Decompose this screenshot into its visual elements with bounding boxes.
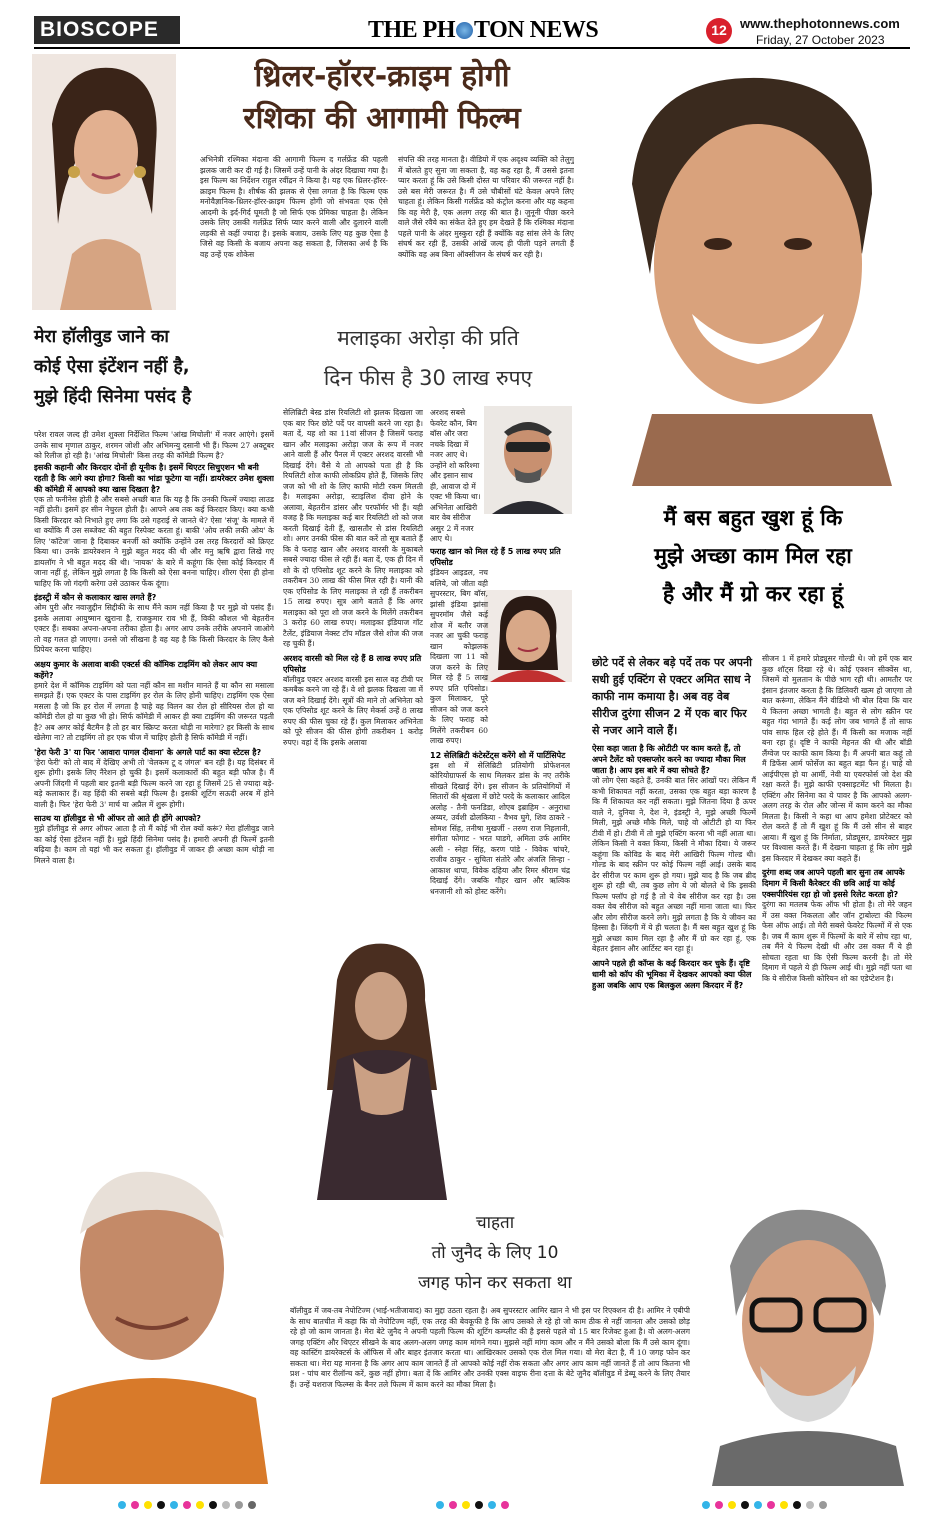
- story3-headline-line2: दिन फीस है 30 लाख रुपए: [323, 366, 533, 390]
- masthead-logo-icon: [456, 22, 473, 39]
- story2-q1: इसकी कहानी और किरदार दोनों ही यूनीक है। इसमें थिएटर सिचुएशन भी बनी रहती है कि आगे क्या होगा? किसी का भांडा फूटेगा या नहीं। डायरेक्टर उमेश शुक्ला की कॉमेडी में आपको क्या खास दिखता है?: [34, 462, 274, 494]
- story3-col2b: इंडियन आइडल, नच बलिये, जो जीता वही सुपरस्टार, बिग बॉस, झांसी इंडिया झांसा सुपरमॉम जैसे कई शोज में बतौर जज नजर आ चुकी फराह खान कोझलक दिखला जा 11 को जज करने के लिए मिल रहे हैं 5 लाख रुपए प्रति एपिसोड। कुल मिलाकर, पूरे सीजन को जज करने के लिए फराह को मिलेंगे तकरीबन 60 लाख रुपए।: [430, 568, 488, 745]
- story4-q2: आपने पहले ही कॉप्स के कई किरदार कर चुके हैं। दृष्टि धामी को कॉप की भूमिका में देखकर आपको क्या फील हुआ जबकि आप एक बिलकुल अलग किरदार में हैं?: [592, 958, 752, 990]
- section-tag-label: BIOSCOPE: [40, 18, 159, 41]
- story3-headline: [280, 318, 576, 398]
- story3-col1b: बॉलीवुड एक्टर अरशद वारसी इस साल वह टीवी पर कमबैक करने जा रहे हैं। वे शो झलक दिखला जा में जज बने दिखाई देंगे। सूत्रों की माने तो अभिनेता को एक एपिसोड शूट करने के लिए मेकर्स उन्हें 8 लाख रुपए की फीस चुका रहे हैं। कुल मिलाकर अभिनेता को पूरे सीजन की फीस होगी तकरीबन 1 करोड़ रुपए। वहां दें कि इसके अलावा: [283, 674, 423, 747]
- story4-q3: दुरंगा शब्द जब आपने पहली बार सुना तब आपके दिमाग में किसी कैरेक्टर की छवि आई या कोई एक्सपीरियंस रहा हो जो इससे रिलेट करता हो?: [762, 868, 905, 899]
- story3-sub3: 12 सेलिब्रिटी कंटेस्टेंट्स करेंगे शो में पार्टिसिपेट: [430, 750, 566, 760]
- story2-q2: इंडस्ट्री में कौन से कलाकार खास लगते हैं?: [34, 593, 157, 602]
- story5-headline-line1: चाहता: [475, 1213, 515, 1233]
- story2-headline-line3: मुझे हिंदी सिनेमा पसंद है: [34, 387, 192, 407]
- story2-headline-line1: मेरा हॉलीवुड जाने का: [34, 327, 169, 347]
- story4-headline-line1: मैं बस बहुत खुश हूं कि: [663, 506, 843, 531]
- story2-headline: [34, 322, 274, 412]
- story4-a2: सीजन 1 में हमारे प्रोड्यूसर गोल्डी थे। जो हमें एक बार कुछ शॉट्स दिखा रहे थे। कोई एक्शन सीक्वेंस था, जिसमें वो मुलतान के पीछे भाग रही थी। आमतौर पर इंसान इंतजार करता है कि डिलिवरी खत्म हो जाएगा तो बात करूंगा, लेकिन मैंने वीडियो भी बोल दिया कि यार ये कितना अच्छा भागती है। बहुत से लोग स्क्रीन पर बहुत गंदा भागते हैं। कई लोग जब भागते हैं तो साफ पांव साफ हिल रहे होते हैं। मैं किसी का मजाक नहीं बना रहा हूं। दृष्टि ने काफी मेहनत की थी और बॉडी लैंग्वेज पर काफी काम किया है। मैं अपनी बात कहूं तो मैं डिफेंस आर्म फोर्सेज का बहुत बड़ा फैन हूं। चाहे वो आईपीएस हो या आर्मी, नेवी या एयरफोर्स जो देश की रक्षा करते हैं। मुझे काफी एक्साइटमेंट भी मिलता है। एक्टिंग और सिनेमा का ये पावर है कि आपको अलग-अलग तरह के रोल और जोन्स में काम करने का मौका मिलता है। किसी ने कहा था आप हमेशा प्रोटेक्टर को रोल करते हैं तो मैं खुश हूं कि मैं उसे सीन से बाहर आया। मैं खुश हूं कि निर्माता, प्रोड्यूसर, डायरेक्टर मुझ पर विश्वास करते हैं। मैं देखना चाहता हूं कि लोग मुझे इस किरदार में देखकर क्या कहते हैं।: [762, 654, 912, 863]
- masthead-left: THE PH: [368, 17, 456, 43]
- story3-col2: [430, 546, 570, 1166]
- story4-intro: छोटे पर्दे से लेकर बड़े पर्दे तक पर अपनी सधी हुई एक्टिंग से एक्टर अमित साध ने काफी नाम कमाया है। अब वह वेब सीरीज दुरंगा सीजन 2 में एक बार फिर से नजर आने वाले हैं।: [592, 656, 752, 737]
- issue-date: Friday, 27 October 2023: [756, 33, 885, 47]
- header-rule: [34, 47, 910, 49]
- story1-col2: संपत्ति की तरह मानता है। वीडियो में एक अदृश्य व्यक्ति को तेलुगु में बोलते हुए सुना जा सकता है, वह कह रहा है, मैं उससे इतना प्यार करता हूं कि उसे किसी दोस्त या परिवार की जरूरत नहीं है। उसे बस मेरी जरूरत है। मैं उसे चौबीसों घंटे केवल अपने लिए चाहता हूं। लेकिन किसी गर्लफ्रेंड को कंट्रोल करना और यह कहना कि वह मेरी है, एक अलग तरह की बात है। जुनूनी पीछा करने वाले जैसे रवैये का संकेत देते हुए हम देखते हैं कि रश्मिका मंदाना पहले पानी के अंदर मुस्कुरा रही हैं क्योंकि वह सांस लेने के लिए संघर्ष कर रही हैं, उसकी आंखें जल्द ही पीली पड़ने लगती हैं क्योंकि वह अब बिना ऑक्सीजन के संघर्ष कर रही है।: [398, 155, 574, 259]
- aamir-khan-photo: [690, 1196, 914, 1486]
- print-registration-dots-left: [118, 1494, 261, 1513]
- story2-a4: 'हेरा फेरी' को तो बाद में देखिए अभी तो 'वेलकम टू द जंगल' बन रही है। यह दिसंबर में शुरू होगी। इसके लिए नैरेशन हो चुकी है। इसमें कलाकारों की बहुत बड़ी फौज है। मैं अपनी जिंदगी में पहली बार इतनी बड़ी फिल्म करने जा रहा हूं जिसमें 25 से ज्यादा बड़े-बड़े कलाकार हैं। वह हिंदी की सबसे बड़ी फिल्म है। इसकी शूटिंग सऊदी अरब में होने वाली है। फिर 'हेरा फेरी 3' मार्च या अप्रैल में शुरू होगी।: [34, 757, 274, 809]
- story5-headline-line3: जगह फोन कर सकता था: [418, 1273, 572, 1293]
- paresh-rawal-photo: [32, 1138, 276, 1484]
- story4-headline-line2: मुझे अच्छा काम मिल रहा: [654, 544, 852, 569]
- story1-col1: अभिनेत्री रश्मिका मंदाना की आगामी फिल्म द गर्लफ्रेंड की पहली झलक जारी कर दी गई है। जिसमें उन्हें पानी के अंदर दिखाया गया है। इस फिल्म का निर्देशन राहुल रवींद्रन ने किया है। यह एक थ्रिलर-हॉरर-क्राइम फिल्म है। शीर्षक की झलक से ऐसा लगता है कि फिल्म एक मनोवैज्ञानिक-थ्रिलर-हॉरर-क्राइम फिल्म होगी जो संभवतः एक ऐसे आदमी के इर्द-गिर्द घूमती है जो सिर्फ एक प्रेमिका चाहता है। लेकिन उसके लिए उसकी गर्लफ्रेंड सिर्फ प्यार करने वाली और दुलारने वाली लड़की से कहीं ज्यादा है। इसके बजाय, उसके लिए यह कुछ ऐसा है जिसे वह किसी के बजाय अपना कह सकता है, जिसका अर्थ है कि वह उन्हें एक शोकेस: [200, 155, 388, 259]
- story2-intro: परेश रावल जल्द ही उमेश शुक्ला निर्देशित फिल्म 'आंख मिचोली' में नजर आएंगे। इसमें उनके साथ मृणाल ठाकुर, शरमन जोशी और अभिमन्यु दसानी भी हैं। फिल्म 27 अक्टूबर को रिलीज हो रही है। 'आंख मिचोली' किस तरह की कॉमेडी फिल्म है?: [34, 430, 274, 460]
- story1-headline-line2: रशिका की आगामी फिल्म: [243, 101, 521, 136]
- story4-a1: जो लोग ऐसा कहते हैं, उनकी बात सिर आंखों पर। लेकिन मैं कभी शिकायत नहीं करता, उसका एक बहुत बड़ा कारण है कि मैं शिकायत कर नहीं सकता। मुझे जितना दिया है ऊपर वाले ने, दुनिया ने, देश ने, इंडस्ट्री ने, मुझे अच्छी फिल्में मिली, मुझे अच्छे मौके मिले, चाहे वो ओटीटी हो या फिर टीवी में हो। टीवी में तो मुझे एक्टिंग करना भी नहीं आता था। लेकिन किसी ने वक्त किया, किसी ने मौका दिया। ये जरूर कहूंगा कि कोविड के बाद मेरी आखिरी फिल्म गोल्ड थी। गोल्ड के बाद स्क्रीन पर कोई फिल्म नहीं आई। उसके बाद ढेर सीरीज पर काम शुरू हो गया। मुझे याद है कि जब ब्रीद शुरू हो रही थी, तब कुछ लोग ये जो बोलते थे कि इसकी फिल्म फ्लॉप हो गई है तो ये वेब सीरीज कर रहा है। उस वक्त वेब सीरीज को बहुत अच्छा नहीं माना जाता था। फिर और लोग सीरीज करने लगे। मुझे लगता है कि ये जीवन का हिस्सा है। जिंदगी में ये ही चलता है। मैं बस बहुत खुश हूं कि मुझे अच्छा काम मिल रहा है और मैं ग्रो कर रहा हूं, एक बेहतर इंसान और आर्टिस्ट बन रहा हूं।: [592, 776, 756, 953]
- story2-a1: एक तो फनीनेस होती है और सबसे अच्छी बात कि यह है कि उनकी फिल्में ज्यादा लाउड नहीं होती। इसमें हर सीन नेचुरल होती है। आपने अब तक कई किरदार किए। क्या कभी किसी किरदार को निभाते हुए लगा कि उसे गहराई से जानते थे? ऐसा 'संजू' के मामले में था क्योंकि मैं उस सब्जेक्ट की बहुत रिस्पेक्ट करता हूं। बाकी 'ओय लकी लकी ओय' के लिए 'कॉटेज' जाना है दिबाकर बनर्जी को क्योंकि उन्होंने उस तरह किरदारों को क्रिएट किया था। उनके डायरेक्शन ने मुझे बहुत मदद की थी और मनु ऋषि द्वारा लिखे गए डायलॉग ने भी बहुत मदद की थी। 'नायक' के बारे में कहूंगा कि ऐसा कोई किरदार मैं जाना नहीं हूं, लेकिन मुझे लगता है कि किसी को ऐसा बनना चाहिए। शीरग ऐसा ही होना चाहिए कि जो गंदगी करेगा उसे उठाकर फेंक दूंगा।: [34, 494, 274, 588]
- masthead: [368, 17, 598, 44]
- story1-headline-line1: थ्रिलर-हॉरर-क्राइम होगी: [254, 59, 510, 94]
- story2-a2: ओम पुरी और नवाजुद्दीन सिद्दीकी के साथ मैंने काम नहीं किया है पर मुझे वो पसंद हैं। इसके अलावा आयुष्मान खुराना है, राजकुमार राव भी हैं, विकी कौशल भी बेहतरीन एक्टर हैं। सबका अपना-अपना तरीका होता है। अगर आप उनके तरीके अपनाने जाओगे तो वह गलत हो जाएगा। उनसे जो सीखना है वह यह है कि किसी किरदार के लिए कैसे प्रिपेयर करना चाहिए।: [34, 603, 274, 654]
- story3-col2c: इस शो में सेलिब्रिटी प्रतियोगी प्रोफेशनल कोरियोग्राफर्स के साथ मिलकर डांस के नए तरीके सीखते दिखाई देंगे। इस सीजन के प्रतियोगियों में सितारों की श्रृंखला में छोटे परदे के कलाकार आदिल अलोह - तैनी फनडिडा, शोएब इब्राहिम - अनुराधा अय्यर, उर्वशी ढोलकिया - वैभव घुगे, शिव ठाकरे - सोमश सिंह, तनीषा मुखर्जी - तरुण राज निहलानी, संगीता फोगाट - भरत घाडगे, अमिता उर्फ आमिर अली - स्नेहा सिंह, करण पांडे - विवेक चांचरे, राजीव ठाकुर - सुचिता संतोरे और अंजलि सिन्हा - आकाश थापा, विवेक दहिया और रिमर श्रीराम चंद्र दिखाई देंगे। जबकि गौहर खान और ऋत्विक धनजानी शो को होस्ट करेंगे।: [430, 760, 570, 896]
- story5-headline: [300, 1208, 690, 1298]
- page-number: 12: [711, 22, 727, 38]
- arshad-warsi-photo: [484, 406, 572, 514]
- story1-headline: [192, 56, 572, 140]
- story2-q4: 'हेरा फेरी 3' या फिर 'आवारा पागल दीवाना' के अगले पार्ट का क्या स्टेटस है?: [34, 747, 262, 757]
- story2-q5: साउथ या हॉलीवुड से भी ऑफर तो आते ही होंगे आपको?: [34, 814, 201, 823]
- story4-q1: ऐसा कहा जाता है कि ओटीटी पर काम करते हैं, तो अपने टैलेंट को एक्सप्लोर करने का ज्यादा मौका मिल जाता है। आप इस बारे में क्या सोचते हैं?: [592, 744, 746, 775]
- story4-col2: [762, 654, 912, 1184]
- print-registration-dots-right: [702, 1494, 832, 1513]
- story3-col2a: अरशद सबसे फेवरेट कौन, बिग बॉस और जरा नचके दिखा में नजर आए थे। उन्होंने शो करिश्मा और इसान साथ ही, आवाज दो में एक्ट भी किया था। अभिनेता आखिरी बार वेब सीरीज असुर 2 में नजर आए थे।: [430, 408, 481, 543]
- story2-q3: अक्षय कुमार के अलावा बाकी एक्टर्स की कॉमिक टाइमिंग को लेकर आप क्या कहेंगे?: [34, 659, 258, 680]
- story2-headline-line2: कोई ऐसा इंटेंशन नहीं है,: [34, 357, 190, 377]
- story2-body: [34, 430, 274, 1140]
- story5-headline-line2: तो जुनैद के लिए 10: [431, 1243, 559, 1263]
- story4-a3: दुरंगा का मतलब फेक ऑफ भी होता है। तो मेरे जहन में उस वक्त निकलता और जॉन ट्राबोल्टा की फिल्म फेस ऑफ आई। तो मेरी सबसे फेवरेट फिल्मों में से एक है। जब मैं काम शुरू में फिल्मों के बारे में सोच रहा था, तब मैंने ये फिल्म देखी थी और उस वक्त मैं ये ही सोचता रहता था कि ऐसी फिल्म करनी है। तो मेरे दिमाग में पहले ये ही फिल्म आई थी। मुझे नहीं पता था कि ये सीरीज किसी कोरियन शो का एडेप्टेशन है।: [762, 900, 912, 983]
- masthead-right: TON NEWS: [474, 17, 599, 43]
- print-registration-dots-center: [436, 1494, 514, 1513]
- story3-headline-line1: मलाइका अरोड़ा की प्रति: [337, 326, 519, 350]
- story4-col1: [592, 654, 756, 1184]
- story2-a5: मुझे हॉलीवुड से अगर ऑफर आता है तो मैं कोई भी रोल क्यों करूं? मेरा हॉलीवुड जाने का कोई ऐसा इंटेंशन नहीं है। मुझे हिंदी सिनेमा पसंद है। हमारी अपनी ही फिल्में इतनी बढ़िया है। काम तो यहां भी कर सकता हूं। हॉलीवुड में जाकर ही अच्छा काम थोड़ी ना मिलने वाला है।: [34, 824, 274, 865]
- story5-body: बॉलीवुड में जब-तब नेपोटिज्म (भाई-भतीजावाद) का मुद्दा उठता रहता है। अब सुपरस्टार आमिर खान ने भी इस पर रिएक्शन दी है। आमिर ने एबीपी के साथ बातचीत में कहा कि वो नेपोटिज्म नहीं, एक तरह की बेवकूफी है कि आप उसको ले रहे हो जो काम ठीक से नहीं जानता और उसको छोड़ रहे हो जो काम जानता है। मेरा बेटे जुनैद ने अपनी पहली फिल्म की शूटिंग कम्प्लीट की है इससे पहले वो 15 बार रिजेक्ट हुआ है। वो अलग-अलग जगह एक्टिंग और थिएटर सीखने के बाद अलग-अलग जगह काम मांगने गया। मुझसे नहीं मांगा काम और न मैंने उसको बोला कि मैं उसे काम दूंगा। वह कास्टिंग डायरेक्टर्स के ऑफिस में और बाहर इंतजार करता था। आखिरकार उसको एक रोल मिल गया। वो मेरा बेटा है, मैं 10 जगह फोन कर सकता था। मेरा यह मानना है कि अगर आप काम जानते हैं तो आपको कोई नहीं रोक सकता और अगर आप काम नहीं जानते हैं तो आप कितना भी प्रश - पांच बार रीलॉन्च करें, कुछ नहीं होगा। बता दें कि आमिर और उनकी एक्स वाइफ रीना दत्ता के बेटे जुनैद बॉलीवुड में डेब्यू करने के लिए तैयार हैं। उन्हें यशराज फिल्म्स के बैनर तले फिल्म में काम करने का मौका मिला है।: [290, 1306, 690, 1389]
- story3-sub2: फराह खान को मिल रहे हैं 5 लाख रुपए प्रति एपिसोड: [430, 547, 561, 567]
- story4-headline: [588, 500, 918, 614]
- story4-headline-line3: है और मैं ग्रो कर रहा हूं: [662, 582, 844, 607]
- website-url[interactable]: www.thephotonnews.com: [740, 16, 900, 31]
- amit-sadh-photo: [572, 54, 912, 486]
- story3-sub1: अरशद वारसी को मिल रहे हैं 8 लाख रुपए प्रति एपिसोड: [283, 653, 422, 674]
- story2-a3: हमारे देश में कॉमिक टाइमिंग को पता नहीं कौन सा मशीन मानते हैं या कौन सा मसाला समझते हैं। एक एक्टर के पास टाइमिंग हर रोल के लिए होनी चाहिए। टाइमिंग एक ऐसा मसला है जो कि हर रोल में लगता है चाहे वह विलन का रोल हो सीरियस रोल हो या कॉमेडी रोल हो या कुछ भी हो। सिर्फ कॉमेडी में आकर ही क्या टाइमिंग की जरूरत पड़ती है? अब अगर कोई बैटमैन है तो हर बार स्क्रिप्ट करता थोड़ी ना मारेगा? हर किसी के साथ खेलेगा ना? तो टाइमिंग तो हर एक चीज में चाहिए होती है सिर्फ कॉमेडी में नहीं।: [34, 680, 274, 742]
- story3-col1: [283, 408, 423, 938]
- rashmika-photo: [32, 54, 176, 310]
- story3-col1-text: सेलिब्रिटी बेस्ड डांस रियलिटी शो झलक दिखला जा एक बार फिर छोटे पर्दे पर वापसी करने जा रहा है। बता दें, यह शो का 11वां सीजन है जिसमें फराह खान और मलाइका अरोड़ा जज के रूप में नजर आने वाली हैं और पैनल में एक्टर अरशद वारसी भी दिखाई देंगे। वैसे ये तो आपको पता ही है कि रियलिटी शोज काफी लोकप्रिय होते हैं, जिसके लिए जज को भी शो के लिए काफी मोटी रकम मिलती है। मलाइका अरोड़ा, स्टाइलिश दीवा होने के अलावा, बेहतरीन डांसर और परफॉर्मर भी हैं। यही वजह है कि मलाइका कई बार रियलिटी शो को जज करती दिखाई देती हैं, खासतौर से डांस रियलिटी शो। अगर उनकी फीस की बात करें तो सूत्र बताते हैं कि वे फराह खान और अरशद वारसी के मुकाबले सबसे ज्यादा फीस ले रही हैं। बता दें, एक ही दिन में शो के दो एपिसोड शूट करने के लिए मलाइका को तकरीबन 30 लाख की फीस मिल रही है। यानी की एक एपिसोड के लिए मलाइका ले रही हैं तकरीबन 15 लाख रुपए। सूत्र आगे बताते हैं कि अगर मलाइका को पूरा शो जज करने के मिलेंगे तकरीबन 3 करोड़ 60 लाख रुपए। मलाइका इंडियाज गॉट टैलेंट, इंडियाज नेक्स्ट टॉप मॉडल जैसे शोज की जज रह चुकी हैं।: [283, 408, 423, 648]
